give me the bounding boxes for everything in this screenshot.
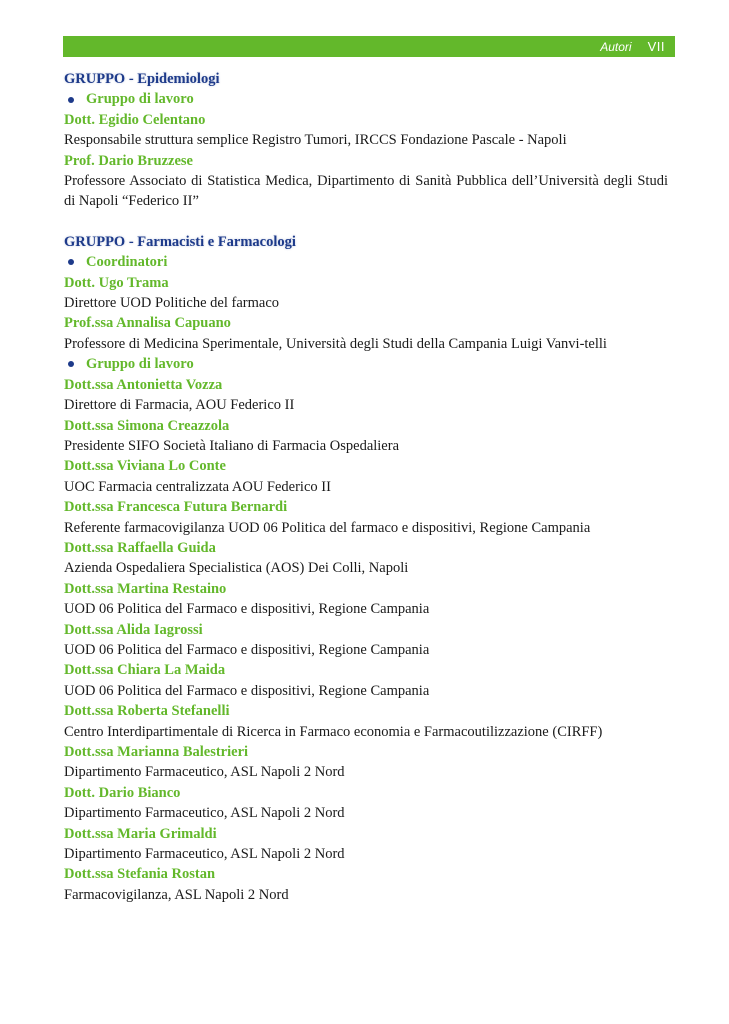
person-name: Dott.ssa Martina Restaino: [64, 580, 227, 597]
bullet-icon: [68, 259, 74, 265]
person-name: Prof. Dario Bruzzese: [64, 152, 193, 169]
person-role: Professore Associato di Statistica Medica, Dipartimento di Sanità Pubblica dell’Università degli Studi di Napoli “Federico II”: [64, 173, 668, 210]
person-name: Dott. Egidio Celentano: [64, 111, 206, 128]
authors-content: [64, 69, 668, 905]
person-name: Dott.ssa Roberta Stefanelli: [64, 703, 230, 720]
person-name: Dott.ssa Francesca Futura Bernardi: [64, 499, 288, 516]
person-name: Dott.ssa Maria Grimaldi: [64, 825, 217, 842]
person-name: Dott.ssa Stefania Rostan: [64, 866, 216, 883]
person-role: Farmacovigilanza, ASL Napoli 2 Nord: [64, 886, 289, 903]
group-title: GRUPPO - Farmacisti e Farmacologi: [64, 233, 296, 250]
person-role: Centro Interdipartimentale di Ricerca in Farmaco economia e Farmacoutilizzazione (CIRFF): [64, 723, 603, 740]
subgroup-label: Coordinatori: [86, 254, 168, 271]
bullet-icon: [68, 361, 74, 367]
person-role: Referente farmacovigilanza UOD 06 Politica del farmaco e dispositivi, Regione Campania: [64, 519, 591, 536]
person-name: Prof.ssa Annalisa Capuano: [64, 315, 231, 332]
subgroup-heading: [64, 89, 668, 109]
person-role: Direttore di Farmacia, AOU Federico II: [64, 397, 295, 414]
section-spacer: [64, 212, 668, 232]
subgroup-heading: [64, 252, 668, 272]
person-role: UOD 06 Politica del Farmaco e dispositivi, Regione Campania: [64, 641, 430, 658]
person-name: Dott. Ugo Trama: [64, 274, 169, 291]
subgroup-label: Gruppo di lavoro: [86, 91, 194, 108]
person-name: Dott.ssa Antonietta Vozza: [64, 376, 223, 393]
page-number: VII: [647, 39, 665, 54]
subgroup-label: Gruppo di lavoro: [86, 356, 194, 373]
person-role: UOD 06 Politica del Farmaco e dispositivi, Regione Campania: [64, 682, 430, 699]
subgroup-heading: [64, 354, 668, 374]
person-role: Dipartimento Farmaceutico, ASL Napoli 2 Nord: [64, 846, 345, 863]
person-name: Dott. Dario Bianco: [64, 784, 181, 801]
person-name: Dott.ssa Simona Creazzola: [64, 417, 230, 434]
person-role: Dipartimento Farmaceutico, ASL Napoli 2 Nord: [64, 805, 345, 822]
person-name: Dott.ssa Viviana Lo Conte: [64, 458, 226, 475]
page-header-bar: [63, 36, 675, 57]
person-name: Dott.ssa Marianna Balestrieri: [64, 744, 249, 760]
person-role: UOC Farmacia centralizzata AOU Federico II: [64, 478, 331, 495]
person-role: Dipartimento Farmaceutico, ASL Napoli 2 Nord: [64, 764, 345, 781]
bullet-icon: [68, 97, 74, 103]
person-role: Azienda Ospedaliera Specialistica (AOS) Dei Colli, Napoli: [64, 560, 409, 577]
person-role: Responsabile struttura semplice Registro Tumori, IRCCS Fondazione Pascale - Napoli: [64, 132, 567, 149]
person-name: Dott.ssa Chiara La Maida: [64, 662, 226, 679]
header-section-label: Autori: [600, 39, 632, 54]
person-role: Direttore UOD Politiche del farmaco: [64, 295, 280, 312]
group-title: GRUPPO - Epidemiologi: [64, 71, 220, 87]
person-role: UOD 06 Politica del Farmaco e dispositivi, Regione Campania: [64, 601, 430, 618]
person-role: Presidente SIFO Società Italiano di Farmacia Ospedaliera: [64, 437, 400, 454]
person-role: Professore di Medicina Sperimentale, Università degli Studi della Campania Luigi Vanvi-telli: [64, 335, 607, 352]
person-name: Dott.ssa Alida Iagrossi: [64, 621, 203, 638]
person-name: Dott.ssa Raffaella Guida: [64, 539, 216, 556]
